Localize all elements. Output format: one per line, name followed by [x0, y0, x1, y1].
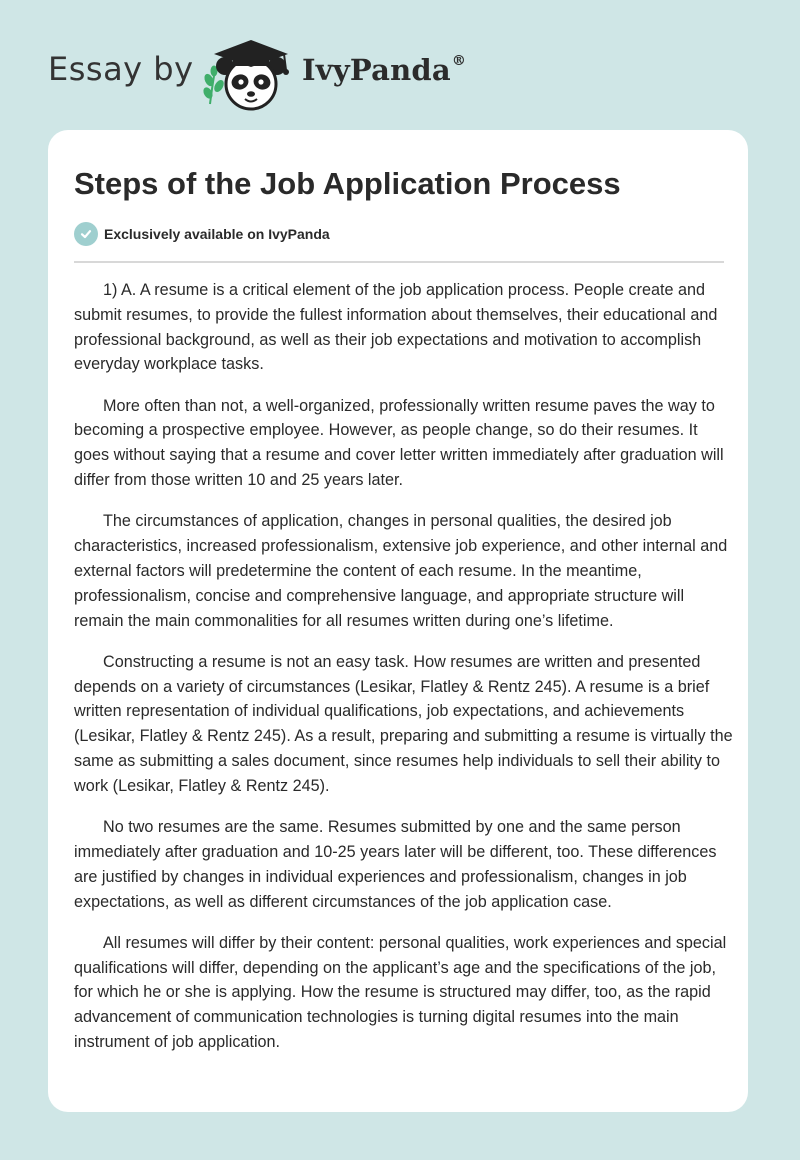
paragraph: Constructing a resume is not an easy task. How resumes are written and presented depends on a variety of circumstances (Lesikar, Flatley & Rentz 245). A resume is a brief written representation of individual qualifications, job expectations, and achievements (Lesikar, Flatley & Rentz 245). As a result, preparing and submitting a resume is virtually the same as submitting a sales document, since resumes help individuals to sell their ability to work (Lesikar, Flatley & Rentz 245). [74, 652, 733, 795]
exclusive-badge [74, 222, 330, 246]
site-header [48, 36, 648, 112]
divider [74, 261, 724, 263]
essay-card [48, 130, 748, 1112]
page-title: Steps of the Job Application Process [74, 166, 621, 201]
brand-name[interactable] [302, 53, 466, 87]
registered-mark: ® [451, 53, 467, 70]
paragraph: No two resumes are the same. Resumes submitted by one and the same person immediately after graduation and 10-25 years later will be different, too. These differences are justified by changes in individual experiences and professionalism, changes in job expectations, as well as different circumstances of the job application case. [74, 818, 717, 911]
paragraph: 1) A. A resume is a critical element of the job application process. People create and submit resumes, to provide the fullest information about themselves, their educational and professional background, as well as their job expectations and motivation to accomplish everyday workplace tasks. [74, 281, 718, 374]
check-icon [74, 222, 98, 246]
essay-by-label: Essay by [48, 50, 194, 88]
panda-graduate-icon[interactable] [200, 36, 300, 112]
essay-body [74, 278, 734, 1071]
paragraph: All resumes will differ by their content: personal qualities, work experiences and special qualifications will differ, depending on the applicant’s age and the specifications of the job, for which he or she is applying. How the resume is structured may differ, too, as the rapid advancement of communication technologies is turning digital resumes into the main instrument of job application. [74, 933, 727, 1052]
badge-text: Exclusively available on IvyPanda [104, 226, 330, 242]
paragraph: More often than not, a well-organized, professionally written resume paves the way to becoming a prospective employee. However, as people change, so do their resumes. It goes without saying that a resume and cover letter written immediately after graduation will differ from those written 10 and 25 years later. [74, 396, 724, 490]
brand-name-text: IvyPanda [302, 53, 451, 87]
paragraph: The circumstances of application, changes in personal qualities, the desired job characteristics, increased professionalism, extensive job experience, and other internal and external factors will predetermine the content of each resume. In the meantime, professionalism, concise and comprehensive language, and appropriate structure will remain the main commonalities for all resumes written during one’s lifetime. [74, 512, 728, 630]
